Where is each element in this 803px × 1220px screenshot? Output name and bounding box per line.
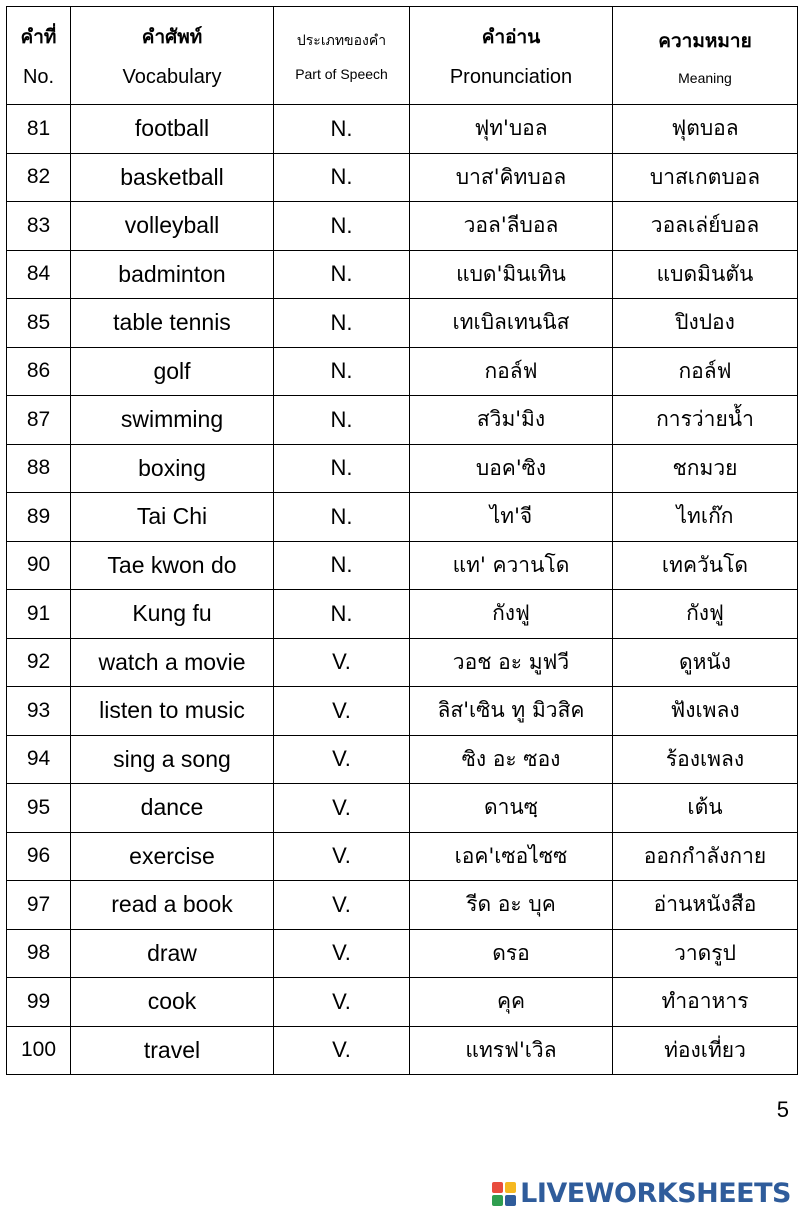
row-number: 93 (7, 687, 71, 736)
row-pronunciation: วอล'ลีบอล (410, 202, 613, 251)
row-pronunciation: แท' ควานโด (410, 541, 613, 590)
logo-square-1 (492, 1182, 503, 1193)
row-meaning: เต้น (613, 784, 798, 833)
row-meaning: ท่องเที่ยว (613, 1026, 798, 1075)
row-meaning: ชกมวย (613, 444, 798, 493)
row-number: 97 (7, 881, 71, 930)
row-number: 91 (7, 590, 71, 639)
row-meaning: กังฟู (613, 590, 798, 639)
row-meaning: เทควันโด (613, 541, 798, 590)
row-vocabulary: table tennis (71, 299, 274, 348)
table-row (7, 687, 798, 736)
row-part-of-speech: N. (274, 396, 410, 445)
row-meaning: ดูหนัง (613, 638, 798, 687)
header-meaning (613, 7, 798, 105)
row-pronunciation: คุค (410, 978, 613, 1027)
table-row (7, 638, 798, 687)
row-part-of-speech: N. (274, 153, 410, 202)
row-number: 92 (7, 638, 71, 687)
row-meaning: ปิงปอง (613, 299, 798, 348)
row-vocabulary: volleyball (71, 202, 274, 251)
row-meaning: วอลเล่ย์บอล (613, 202, 798, 251)
row-part-of-speech: V. (274, 784, 410, 833)
row-number: 89 (7, 493, 71, 542)
row-number: 83 (7, 202, 71, 251)
table-row (7, 299, 798, 348)
row-meaning: ทำอาหาร (613, 978, 798, 1027)
table-row (7, 347, 798, 396)
table-row (7, 590, 798, 639)
row-vocabulary: Tae kwon do (71, 541, 274, 590)
row-vocabulary: travel (71, 1026, 274, 1075)
row-number: 88 (7, 444, 71, 493)
row-pronunciation: เทเบิลเทนนิส (410, 299, 613, 348)
header-part-of-speech-en: Part of Speech (295, 65, 388, 82)
table-row (7, 541, 798, 590)
row-meaning: ไทเก๊ก (613, 493, 798, 542)
row-number: 81 (7, 105, 71, 154)
vocabulary-table (6, 6, 798, 1075)
row-meaning: ฟังเพลง (613, 687, 798, 736)
row-meaning: ฟุตบอล (613, 105, 798, 154)
row-pronunciation: กอล์ฟ (410, 347, 613, 396)
table-row (7, 202, 798, 251)
row-number: 84 (7, 250, 71, 299)
header-pronunciation (410, 7, 613, 105)
row-part-of-speech: V. (274, 881, 410, 930)
table-row (7, 1026, 798, 1075)
header-meaning-en: Meaning (678, 69, 732, 86)
row-number: 98 (7, 929, 71, 978)
row-part-of-speech: V. (274, 978, 410, 1027)
row-number: 96 (7, 832, 71, 881)
row-part-of-speech: N. (274, 590, 410, 639)
row-number: 95 (7, 784, 71, 833)
row-part-of-speech: N. (274, 444, 410, 493)
row-part-of-speech: V. (274, 832, 410, 881)
row-vocabulary: dance (71, 784, 274, 833)
row-vocabulary: swimming (71, 396, 274, 445)
row-vocabulary: badminton (71, 250, 274, 299)
row-vocabulary: read a book (71, 881, 274, 930)
header-number-en: No. (22, 66, 55, 88)
row-pronunciation: ดรอ (410, 929, 613, 978)
table-row (7, 444, 798, 493)
liveworksheets-logo-text: LIVEWORKSHEETS (520, 1178, 791, 1209)
row-part-of-speech: V. (274, 929, 410, 978)
row-pronunciation: แบด'มินเทิน (410, 250, 613, 299)
header-vocabulary-en: Vocabulary (122, 66, 222, 88)
row-meaning: แบดมินตัน (613, 250, 798, 299)
row-vocabulary: sing a song (71, 735, 274, 784)
row-part-of-speech: N. (274, 202, 410, 251)
row-meaning: ออกกำลังกาย (613, 832, 798, 881)
row-pronunciation: ดานซฺ (410, 784, 613, 833)
row-pronunciation: ลิส'เซิน ทู มิวสิค (410, 687, 613, 736)
header-number-th: คำที่ (20, 26, 57, 48)
row-part-of-speech: V. (274, 687, 410, 736)
row-vocabulary: basketball (71, 153, 274, 202)
table-row (7, 396, 798, 445)
row-part-of-speech: N. (274, 541, 410, 590)
row-part-of-speech: V. (274, 638, 410, 687)
table-row (7, 735, 798, 784)
row-pronunciation: วอช อะ มูฟวี (410, 638, 613, 687)
table-header (7, 7, 798, 105)
row-part-of-speech: N. (274, 250, 410, 299)
row-meaning: กอล์ฟ (613, 347, 798, 396)
row-pronunciation: รีด อะ บุค (410, 881, 613, 930)
row-pronunciation: กังฟู (410, 590, 613, 639)
row-vocabulary: Tai Chi (71, 493, 274, 542)
logo-square-4 (505, 1195, 516, 1206)
header-part-of-speech-th: ประเภทของคำ (296, 32, 387, 49)
row-number: 90 (7, 541, 71, 590)
liveworksheets-logo[interactable] (492, 1178, 791, 1209)
header-pronunciation-en: Pronunciation (449, 66, 573, 88)
row-pronunciation: บอค'ซิง (410, 444, 613, 493)
row-vocabulary: watch a movie (71, 638, 274, 687)
row-vocabulary: football (71, 105, 274, 154)
logo-square-2 (505, 1182, 516, 1193)
row-pronunciation: ฟุท'บอล (410, 105, 613, 154)
row-vocabulary: listen to music (71, 687, 274, 736)
table-row (7, 153, 798, 202)
row-meaning: วาดรูป (613, 929, 798, 978)
table-row (7, 881, 798, 930)
row-meaning: การว่ายน้ำ (613, 396, 798, 445)
row-pronunciation: เอค'เซอไซซ (410, 832, 613, 881)
table-row (7, 250, 798, 299)
header-part-of-speech (274, 7, 410, 105)
table-row (7, 929, 798, 978)
row-vocabulary: boxing (71, 444, 274, 493)
row-part-of-speech: N. (274, 347, 410, 396)
row-vocabulary: exercise (71, 832, 274, 881)
row-part-of-speech: V. (274, 735, 410, 784)
row-meaning: บาสเกตบอล (613, 153, 798, 202)
header-number (7, 7, 71, 105)
table-row (7, 978, 798, 1027)
row-pronunciation: บาส'คิทบอล (410, 153, 613, 202)
page-number: 5 (776, 1097, 789, 1122)
table-row (7, 832, 798, 881)
header-meaning-th: ความหมาย (658, 29, 752, 52)
row-number: 94 (7, 735, 71, 784)
row-vocabulary: cook (71, 978, 274, 1027)
row-number: 85 (7, 299, 71, 348)
row-number: 100 (7, 1026, 71, 1075)
header-vocabulary (71, 7, 274, 105)
row-number: 87 (7, 396, 71, 445)
header-vocabulary-th: คำศัพท์ (141, 26, 203, 48)
row-number: 82 (7, 153, 71, 202)
table-row (7, 784, 798, 833)
row-part-of-speech: N. (274, 105, 410, 154)
row-pronunciation: ไท'จี (410, 493, 613, 542)
row-pronunciation: สวิม'มิง (410, 396, 613, 445)
row-pronunciation: ซิง อะ ซอง (410, 735, 613, 784)
row-vocabulary: golf (71, 347, 274, 396)
header-pronunciation-th: คำอ่าน (481, 26, 541, 48)
row-pronunciation: แทรฟ'เวิล (410, 1026, 613, 1075)
logo-square-3 (492, 1195, 503, 1206)
row-vocabulary: draw (71, 929, 274, 978)
row-part-of-speech: V. (274, 1026, 410, 1075)
row-meaning: อ่านหนังสือ (613, 881, 798, 930)
table-row (7, 493, 798, 542)
table-body (7, 105, 798, 1075)
row-part-of-speech: N. (274, 299, 410, 348)
row-number: 99 (7, 978, 71, 1027)
liveworksheets-logo-icon (492, 1182, 516, 1206)
row-meaning: ร้องเพลง (613, 735, 798, 784)
row-vocabulary: Kung fu (71, 590, 274, 639)
row-number: 86 (7, 347, 71, 396)
table-row (7, 105, 798, 154)
row-part-of-speech: N. (274, 493, 410, 542)
